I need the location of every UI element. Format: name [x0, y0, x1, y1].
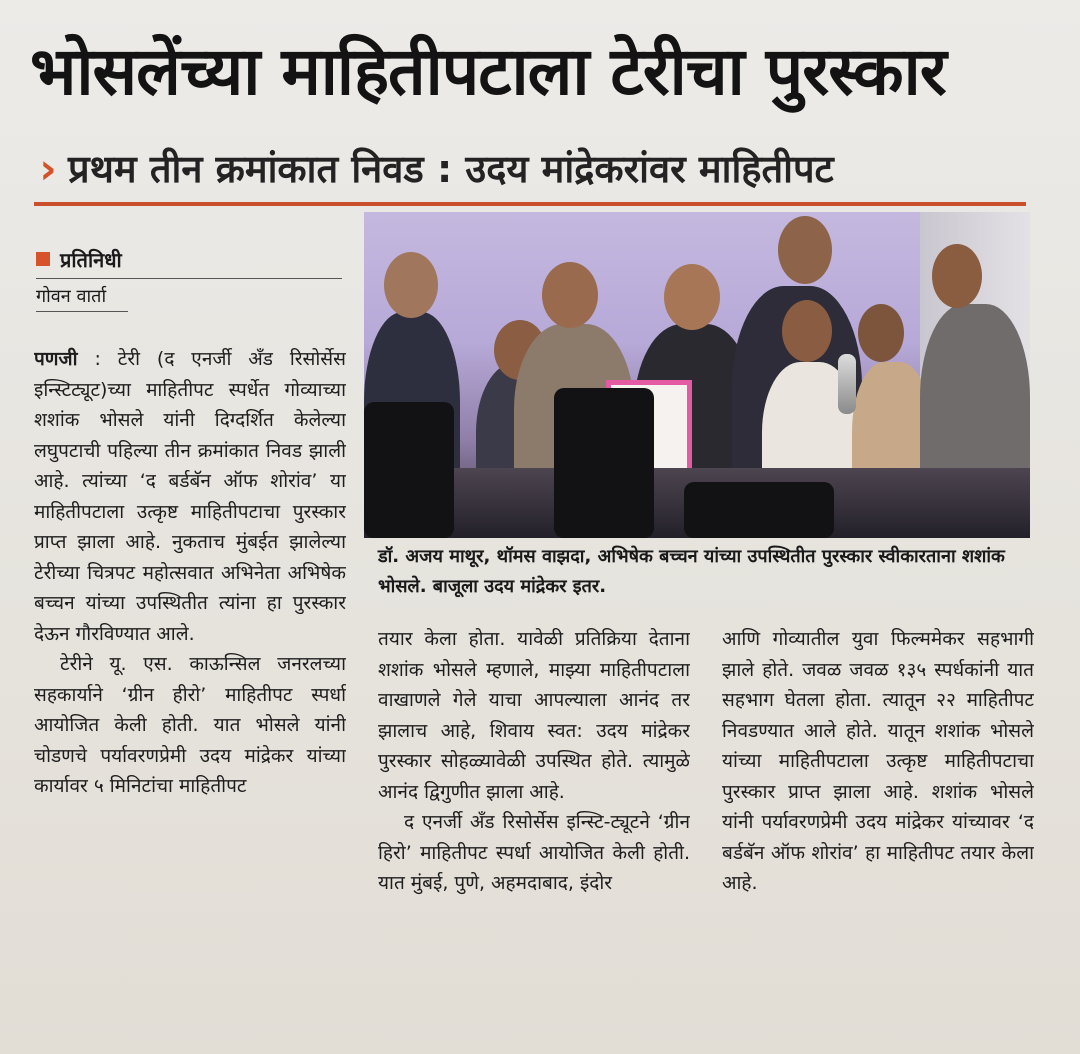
article-paragraph: टेरीने यू. एस. काऊन्सिल जनरलच्या सहकार्याने ‘ग्रीन हीरो’ माहितीपट स्पर्धा आयोजित केली होती. यात भोसले यांनी चोडणचे पर्यावरणप्रेमी उदय मांद्रेकर यांच्या कार्यावर ५ मिनिटांचा माहितीपट — [34, 653, 346, 797]
article-column-3 — [722, 624, 1034, 1008]
camera-icon — [554, 388, 654, 538]
photo-caption: डॉ. अजय माथूर, थॉमस वाझदा, अभिषेक बच्चन यांच्या उपस्थितीत पुरस्कार स्वीकारताना शशांक भोसले. बाजूला उदय मांद्रेकर इतर. — [378, 546, 1005, 597]
photo-head — [384, 252, 438, 318]
byline-author: प्रतिनिधी — [60, 247, 122, 272]
paragraph-text: : टेरी (द एनर्जी अँड रिसोर्सेस इन्स्टिट्यूट)च्या माहितीपट स्पर्धेत गोव्याच्या शशांक भोसले यांनी दिग्दर्शित केलेल्या लघुपटाची पहिल्या तीन क्रमांकात निवड झाली आहे. त्यांच्या ‘द बर्डबॅन ऑफ शोरांव’ या माहितीपटाला उत्कृष्ट माहितीपटाचा पुरस्कार प्राप्त झाला आहे. नुकताच मुंबईत झालेल्या टेरीच्या चित्रपट महोत्सवात अभिनेता अभिषेक बच्चन यांच्या उपस्थितीत त्यांना हा पुरस्कार देऊन गौरविण्यात आले. — [34, 348, 346, 645]
camera-icon — [684, 482, 834, 538]
trophy-icon — [838, 354, 856, 414]
byline-divider — [36, 278, 342, 279]
article-paragraph: द एनर्जी अँड रिसोर्सेस इन्स्टि-ट्यूटने ‘ग्रीन हिरो’ माहितीपट स्पर्धा आयोजित केली होती. यात मुंबई, पुणे, अहमदाबाद, इंदोर — [378, 811, 690, 894]
article-paragraph: तयार केला होता. यावेळी प्रतिक्रिया देताना शशांक भोसले म्हणाले, माझ्या माहितीपटाला वाखाणले गेले याचा आपल्याला आनंद तर झालाच आहे, शिवाय स्वत: उदय मांद्रेकर पुरस्कार सोहळ्यावेळी उपस्थित होते. त्यामुळे आनंद द्विगुणीत झाला आहे. — [378, 628, 690, 803]
photo-head — [778, 216, 832, 284]
byline-source: गोवन वार्ता — [36, 286, 107, 307]
article-paragraph: आणि गोव्यातील युवा फिल्ममेकर सहभागी झाले होते. जवळ जवळ १३५ स्पर्धकांनी यात सहभाग घेतला होता. त्यातून २२ माहितीपट निवडण्यात आले होते. यातून शशांक भोसले यांच्या माहितीपटाला उत्कृष्ट माहितीपटाचा पुरस्कार प्राप्त झाला आहे. शशांक भोसले यांनी पर्यावरणप्रेमी उदय मांद्रेकर यांच्यावर ‘द बर्डबॅन ऑफ शोरांव’ हा माहितीपट तयार केला आहे. — [722, 628, 1034, 894]
article-column-1 — [34, 344, 346, 1008]
byline-author-row — [36, 244, 342, 274]
byline-underline — [36, 311, 128, 312]
dateline: पणजी — [34, 348, 78, 370]
event-photo — [364, 212, 1030, 538]
photo-head — [858, 304, 904, 362]
photo-head — [932, 244, 982, 308]
photo-head — [782, 300, 832, 362]
square-bullet-icon — [36, 252, 50, 266]
headline: भोसलेंच्या माहितीपटाला टेरीचा पुरस्कार — [30, 33, 946, 110]
chevron-right-icon: › — [39, 144, 57, 193]
subheadline: प्रथम तीन क्रमांकात निवड : उदय मांद्रेकरांवर माहितीपट — [68, 147, 834, 191]
byline — [36, 244, 342, 312]
photo-head — [664, 264, 720, 330]
article-column-2 — [378, 624, 690, 1008]
section-divider — [34, 202, 1026, 206]
photo-head — [542, 262, 598, 328]
article-paragraph — [34, 344, 346, 649]
subheadline-row — [34, 140, 1024, 198]
camera-icon — [364, 402, 454, 538]
